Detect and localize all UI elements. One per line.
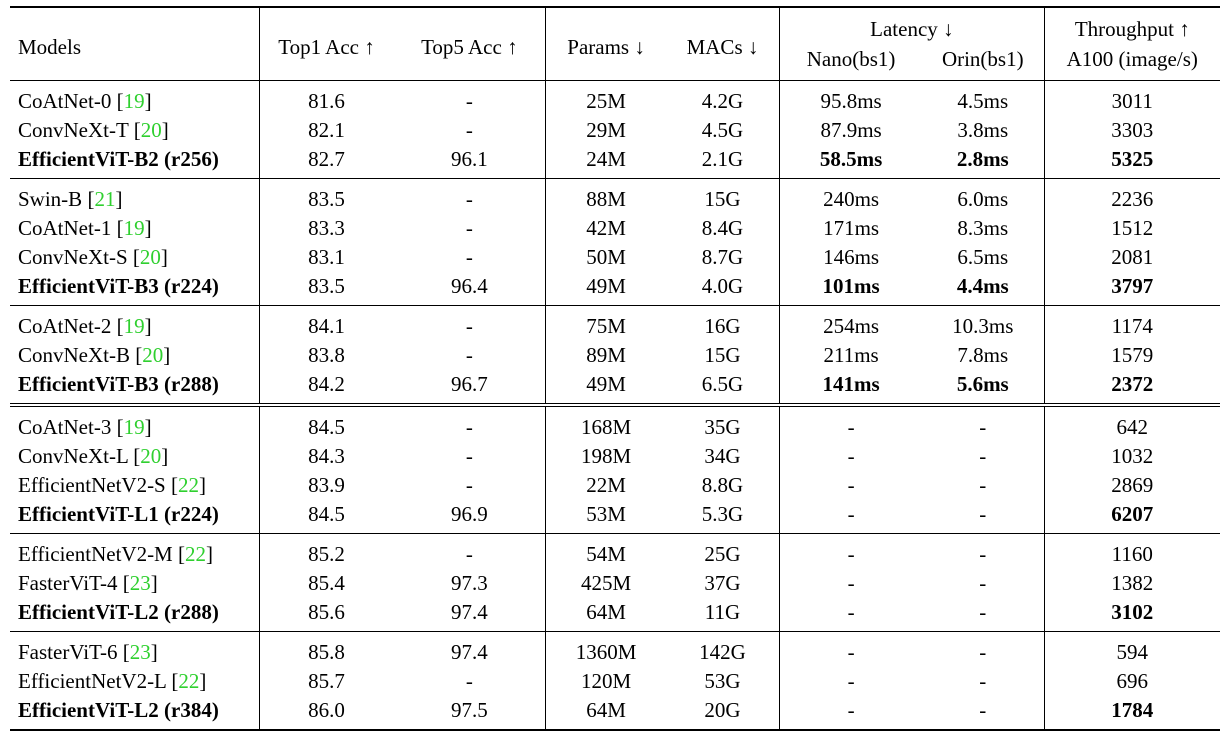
cell-params: 49M [546, 272, 666, 306]
cell-orin: 2.8ms [956, 147, 1009, 171]
cell-params: 198M [546, 442, 666, 471]
model-name: EfficientViT-B2 (r256) [18, 147, 219, 171]
model-name: ConvNeXt-L [18, 444, 129, 468]
cell-nano: 95.8ms [780, 81, 922, 117]
cell-orin: - [979, 698, 987, 722]
cell-thr: 2869 [1044, 471, 1220, 500]
results-table-container [10, 6, 1220, 731]
model-name: EfficientViT-B3 (r288) [18, 372, 219, 396]
cell-top1: 85.8 [259, 632, 393, 668]
cell-macs: 25G [666, 534, 780, 570]
citation: [22] [166, 669, 207, 693]
model-name: CoAtNet-2 [18, 314, 112, 338]
cell-params: 168M [546, 405, 666, 442]
cell-orin: 6.5ms [957, 245, 1009, 269]
cell-nano: - [780, 405, 922, 442]
cell-thr: 642 [1044, 405, 1220, 442]
model-name-cell [10, 272, 259, 306]
table-row [10, 667, 1220, 696]
citation-link[interactable]: 19 [123, 314, 145, 338]
cell-nano: 58.5ms [780, 145, 922, 179]
cell-params: 49M [546, 370, 666, 405]
cell-orin: 10.3ms [922, 306, 1044, 342]
cell-orin: - [979, 669, 987, 693]
cell-top5: 96.4 [450, 274, 488, 298]
cell-nano: - [780, 598, 922, 632]
model-name-cell [10, 667, 259, 696]
header-latency: Latency ↓ [780, 7, 1044, 44]
cell-orin: - [922, 632, 1044, 668]
cell-nano: 211ms [780, 341, 922, 370]
cell-top5: - [465, 444, 473, 468]
cell-nano: - [780, 632, 922, 668]
cell-top1: 85.2 [259, 534, 393, 570]
header-throughput: Throughput ↑ [1044, 7, 1220, 44]
cell-nano: - [780, 471, 922, 500]
cell-params: 75M [546, 306, 666, 342]
cell-macs: 15G [666, 179, 780, 215]
cell-top1: 83.3 [259, 214, 393, 243]
table-row [10, 500, 1220, 534]
model-name-cell [10, 370, 259, 405]
cell-thr: 1174 [1044, 306, 1220, 342]
cell-nano: 146ms [780, 243, 922, 272]
cell-macs: 8.8G [701, 473, 744, 497]
cell-top5: - [465, 473, 473, 497]
model-name-cell [10, 306, 259, 342]
cell-nano: 141ms [780, 370, 922, 405]
cell-macs: 6.5G [701, 372, 744, 396]
cell-orin: 3.8ms [957, 118, 1009, 142]
cell-top1: 82.7 [259, 145, 393, 179]
cell-params: 54M [546, 534, 666, 570]
cell-nano: 240ms [780, 179, 922, 215]
cell-nano: 87.9ms [780, 116, 922, 145]
header-models: Models [18, 35, 81, 59]
cell-orin: 4.5ms [922, 81, 1044, 117]
model-name: EfficientViT-L2 (r384) [18, 698, 219, 722]
cell-thr: 3102 [1044, 598, 1220, 632]
table-row [10, 145, 1220, 179]
cell-top5: 97.3 [450, 571, 488, 595]
citation-link[interactable]: 22 [184, 542, 206, 566]
table-row [10, 696, 1220, 730]
cell-macs: 4.2G [666, 81, 780, 117]
cell-top5: - [465, 216, 473, 240]
table-row [10, 272, 1220, 306]
cell-top5: 97.5 [450, 698, 488, 722]
citation-link[interactable]: 23 [129, 640, 151, 664]
model-name: ConvNeXt-S [18, 245, 128, 269]
header-macs: MACs ↓ [686, 35, 759, 59]
results-table [10, 6, 1220, 731]
cell-top1: 85.7 [259, 667, 393, 696]
cell-params: 22M [546, 471, 666, 500]
model-name: EfficientViT-B3 (r224) [18, 274, 219, 298]
cell-params: 42M [546, 214, 666, 243]
model-name: EfficientNetV2-L [18, 669, 167, 693]
table-header [10, 7, 1220, 81]
citation-link[interactable]: 23 [129, 571, 151, 595]
cell-macs: 5.3G [701, 502, 744, 526]
cell-top5: - [465, 245, 473, 269]
cell-macs: 11G [704, 600, 741, 624]
model-name: EfficientNetV2-M [18, 542, 173, 566]
citation: [21] [82, 187, 123, 211]
cell-params: 64M [546, 696, 666, 730]
cell-params: 120M [546, 667, 666, 696]
citation-link[interactable]: 19 [123, 89, 145, 113]
cell-nano: - [780, 534, 922, 570]
table-body [10, 81, 1220, 731]
cell-thr: 1512 [1044, 214, 1220, 243]
citation: [19] [111, 415, 152, 439]
cell-macs: 8.4G [701, 216, 744, 240]
citation: [19] [111, 216, 152, 240]
cell-thr: 1784 [1044, 696, 1220, 730]
citation-link[interactable]: 20 [140, 118, 162, 142]
cell-top1: 81.6 [259, 81, 393, 117]
cell-top5: - [393, 534, 546, 570]
cell-top5: - [465, 343, 473, 367]
cell-macs: 34G [704, 444, 741, 468]
header-orin: Orin(bs1) [941, 47, 1024, 71]
model-name-cell [10, 145, 259, 179]
table-row [10, 214, 1220, 243]
header-params: Params ↓ [546, 7, 666, 81]
citation-link[interactable]: 22 [178, 473, 199, 497]
cell-thr: 3011 [1044, 81, 1220, 117]
header-a100: A100 (image/s) [1044, 44, 1220, 81]
cell-thr: 2236 [1044, 179, 1220, 215]
cell-top1: 84.2 [259, 370, 393, 405]
cell-top5: - [465, 669, 473, 693]
cell-thr: 2372 [1044, 370, 1220, 405]
table-row [10, 179, 1220, 215]
cell-macs: 2.1G [701, 147, 744, 171]
cell-nano: - [780, 500, 922, 534]
model-name-cell [10, 598, 259, 632]
cell-top5: 96.9 [450, 502, 488, 526]
cell-macs: 20G [704, 698, 741, 722]
model-name-cell [10, 471, 259, 500]
cell-nano: 254ms [780, 306, 922, 342]
model-name: EfficientNetV2-S [18, 473, 166, 497]
cell-macs: 37G [704, 571, 741, 595]
model-name-cell [10, 534, 259, 570]
citation-link[interactable]: 19 [123, 216, 145, 240]
cell-macs: 4.0G [701, 274, 744, 298]
cell-orin: 4.4ms [956, 274, 1009, 298]
cell-macs: 16G [666, 306, 780, 342]
citation-link[interactable]: 19 [123, 415, 145, 439]
cell-top1: 85.4 [259, 569, 393, 598]
citation-link[interactable]: 21 [94, 187, 116, 211]
model-name-cell [10, 405, 259, 442]
cell-orin: - [922, 405, 1044, 442]
citation: [19] [111, 89, 152, 113]
cell-top1: 84.5 [259, 500, 393, 534]
model-name-cell [10, 179, 259, 215]
cell-macs: 53G [704, 669, 741, 693]
table-row [10, 534, 1220, 570]
model-name-cell [10, 696, 259, 730]
cell-top5: 96.1 [450, 147, 488, 171]
cell-orin: 8.3ms [957, 216, 1009, 240]
model-name: CoAtNet-1 [18, 216, 112, 240]
cell-top1: 84.3 [259, 442, 393, 471]
citation: [20] [127, 245, 168, 269]
model-name: ConvNeXt-T [18, 118, 129, 142]
cell-nano: - [780, 667, 922, 696]
cell-macs: 8.7G [701, 245, 744, 269]
header-top5: Top5 Acc ↑ [421, 35, 518, 59]
model-name: Swin-B [18, 187, 83, 211]
cell-thr: 696 [1044, 667, 1220, 696]
cell-thr: 594 [1044, 632, 1220, 668]
citation: [19] [111, 314, 152, 338]
cell-top1: 83.9 [259, 471, 393, 500]
table-row [10, 81, 1220, 117]
cell-top5: 97.4 [393, 632, 546, 668]
cell-top5: - [393, 306, 546, 342]
cell-orin: 5.6ms [956, 372, 1009, 396]
cell-nano: 101ms [780, 272, 922, 306]
citation-link[interactable]: 20 [140, 444, 162, 468]
model-name: CoAtNet-3 [18, 415, 112, 439]
cell-thr: 1382 [1044, 569, 1220, 598]
cell-thr: 2081 [1044, 243, 1220, 272]
cell-nano: 171ms [780, 214, 922, 243]
cell-params: 1360M [546, 632, 666, 668]
model-name-cell [10, 243, 259, 272]
header-top1: Top1 Acc ↑ [259, 7, 393, 81]
cell-top1: 83.5 [259, 179, 393, 215]
model-name: ConvNeXt-B [18, 343, 130, 367]
cell-params: 64M [546, 598, 666, 632]
cell-thr: 6207 [1044, 500, 1220, 534]
model-name-cell [10, 116, 259, 145]
cell-nano: - [780, 696, 922, 730]
citation: [22] [172, 542, 213, 566]
model-name: EfficientViT-L1 (r224) [18, 502, 219, 526]
cell-top1: 83.5 [259, 272, 393, 306]
citation: [22] [165, 473, 206, 497]
cell-params: 24M [546, 145, 666, 179]
cell-top1: 82.1 [259, 116, 393, 145]
cell-top5: - [393, 179, 546, 215]
cell-orin: - [922, 534, 1044, 570]
cell-params: 29M [546, 116, 666, 145]
table-row [10, 243, 1220, 272]
cell-orin: - [979, 473, 987, 497]
cell-params: 88M [546, 179, 666, 215]
cell-top5: - [393, 81, 546, 117]
table-row [10, 306, 1220, 342]
citation-link[interactable]: 20 [139, 245, 161, 269]
cell-params: 425M [546, 569, 666, 598]
cell-params: 25M [546, 81, 666, 117]
cell-top1: 84.1 [259, 306, 393, 342]
table-row [10, 405, 1220, 442]
header-nano: Nano(bs1) [780, 44, 922, 81]
model-name-cell [10, 500, 259, 534]
model-name-cell [10, 81, 259, 117]
cell-orin: - [979, 444, 987, 468]
table-row [10, 569, 1220, 598]
cell-orin: - [979, 502, 987, 526]
table-row [10, 471, 1220, 500]
model-name: CoAtNet-0 [18, 89, 112, 113]
citation: [20] [128, 118, 169, 142]
cell-top1: 85.6 [259, 598, 393, 632]
cell-macs: 35G [666, 405, 780, 442]
model-name-cell [10, 569, 259, 598]
cell-top5: - [393, 405, 546, 442]
citation-link[interactable]: 20 [142, 343, 164, 367]
table-row [10, 341, 1220, 370]
cell-thr: 1032 [1044, 442, 1220, 471]
cell-top5: 97.4 [450, 600, 488, 624]
model-name: EfficientViT-L2 (r288) [18, 600, 219, 624]
model-name-cell [10, 632, 259, 668]
citation: [23] [117, 640, 158, 664]
cell-params: 53M [546, 500, 666, 534]
table-row [10, 370, 1220, 405]
cell-thr: 5325 [1044, 145, 1220, 179]
cell-top1: 86.0 [259, 696, 393, 730]
citation: [23] [117, 571, 158, 595]
model-name: FasterViT-4 [18, 571, 118, 595]
cell-nano: - [780, 442, 922, 471]
cell-macs: 15G [704, 343, 741, 367]
cell-orin: 7.8ms [957, 343, 1009, 367]
table-row [10, 632, 1220, 668]
table-row [10, 442, 1220, 471]
model-name-cell [10, 341, 259, 370]
cell-top1: 83.1 [259, 243, 393, 272]
cell-thr: 3797 [1044, 272, 1220, 306]
cell-top5: 96.7 [450, 372, 488, 396]
cell-top1: 83.8 [259, 341, 393, 370]
cell-thr: 1579 [1044, 341, 1220, 370]
cell-top5: - [465, 118, 473, 142]
table-row [10, 116, 1220, 145]
model-name-cell [10, 442, 259, 471]
citation-link[interactable]: 22 [178, 669, 200, 693]
table-row [10, 598, 1220, 632]
cell-nano: - [780, 569, 922, 598]
cell-orin: - [979, 600, 987, 624]
cell-thr: 1160 [1044, 534, 1220, 570]
citation: [20] [128, 444, 169, 468]
model-name-cell [10, 214, 259, 243]
cell-orin: - [979, 571, 987, 595]
cell-params: 89M [546, 341, 666, 370]
cell-top1: 84.5 [259, 405, 393, 442]
model-name: FasterViT-6 [18, 640, 118, 664]
cell-params: 50M [546, 243, 666, 272]
cell-macs: 4.5G [701, 118, 744, 142]
cell-orin: 6.0ms [922, 179, 1044, 215]
cell-macs: 142G [666, 632, 780, 668]
cell-thr: 3303 [1044, 116, 1220, 145]
citation: [20] [130, 343, 171, 367]
